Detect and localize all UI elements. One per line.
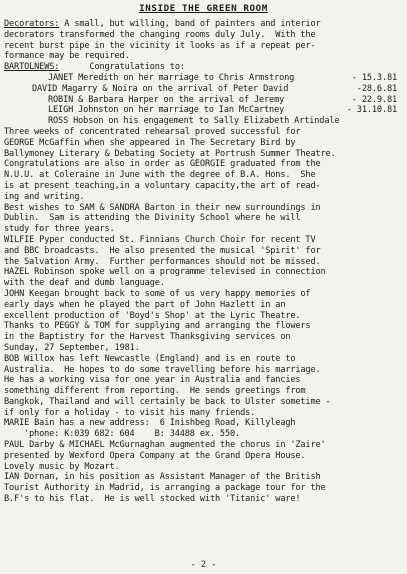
news-line: presented by Wexford Opera Company at the Grand Opera House. [4, 450, 306, 461]
news-line: Dublin. Sam is attending the Divinity School where he will [4, 213, 301, 224]
news-line: PAUL Darby & MICHAEL McGurnaghan augmented the chorus in 'Zaire' [4, 440, 326, 451]
congrats-entry-date: - 31.10.81 [346, 105, 397, 116]
decorators-section [4, 19, 403, 62]
news-line: Tourist Authority in Madrid, is arranging a package tour for the [4, 483, 326, 494]
news-line: Thanks to PEGGY & TOM for supplying and arranging the flowers [4, 321, 311, 332]
decorators-text-2: recent burst pipe in the vicinity it looks as if a repeat per- [4, 40, 316, 51]
congrats-entry-date: - 15.3.81 [351, 72, 397, 83]
congrats-entry-text: DAVID Magarry & Noira on the arrival of Peter David [32, 83, 289, 94]
congratulations-heading: Congratulations to: [89, 62, 185, 73]
congrats-entry [4, 84, 403, 95]
news-line: Lovely music by Mozart. [4, 461, 120, 472]
news-line: is at present teaching,in a voluntary capacity,the art of read- [4, 180, 321, 191]
news-line: early days when he played the part of John Hazlett in an [4, 299, 286, 310]
news-line: N.U.U. at Coleraine in June with the degree of B.A. Hons. She [4, 170, 316, 181]
decorators-label: Decorators: [4, 19, 60, 29]
congrats-entry-date: -28.6.81 [356, 83, 397, 94]
news-line: MARIE Bain has a new address: 6 Inishbeg Road, Killyleagh [4, 418, 296, 429]
decorators-text-0: A small, but willing, band of painters and interior [59, 19, 321, 29]
decorators-line [4, 19, 403, 30]
congrats-entry-text: ROBIN & Barbara Harper on the arrival of Jeremy [48, 94, 285, 105]
news-line: and BBC broadcasts. He also presented the musical 'Spirit' for [4, 245, 321, 256]
news-line: BOB Willox has left Newcastle (England) and is en route to [4, 353, 296, 364]
news-line: WILFIE Pyper conducted St. Finnians Church Choir for recent TV [4, 234, 316, 245]
bartolnews-section [4, 62, 403, 505]
news-line: Congratulations are also in order as GEORGIE graduated from the [4, 159, 321, 170]
bartolnews-heading-line [4, 62, 403, 73]
news-line: Australia. He hopes to do some travelling before his marriage. [4, 364, 321, 375]
news-line: Bangkok, Thailand and will certainly be back to Ulster sometime - [4, 396, 331, 407]
news-line: GEORGE McGaffin when she appeared in The Secretary Bird by [4, 137, 296, 148]
congrats-entry-text: JANET Meredith on her marriage to Chris Armstrong [48, 72, 295, 83]
page-title: INSIDE THE GREEN ROOM [139, 3, 268, 14]
news-line: the Salvation Army. Further performances should not be missed. [4, 256, 321, 267]
news-line: Ballymoney Literary & Debating Society at Portrush Summer Theatre. [4, 148, 336, 159]
news-line: ing and writing. [4, 191, 85, 202]
congrats-entry [4, 95, 403, 106]
congrats-entry-text: LEIGH Johnston on her marriage to Ian McCartney [48, 105, 285, 116]
news-line: HAZEL Robinson spoke well on a programme televised in connection [4, 267, 326, 278]
news-line: Three weeks of concentrated rehearsal proved successful for [4, 126, 301, 137]
news-line: IAN Dornan, in his position as Assistant Manager of the British [4, 472, 321, 483]
news-line: with the deaf and dumb language. [4, 278, 165, 289]
news-line: in the Baptistry for the Harvest Thanksgiving services on [4, 332, 291, 343]
news-line: something different from reporting. He sends greetings from [4, 386, 306, 397]
news-line: excellent production of 'Boyd's Shop' at the Lyric Theatre. [4, 310, 301, 321]
decorators-text-3: formance may be required. [4, 51, 130, 62]
news-line: study for three years. [4, 224, 115, 235]
bartolnews-label: BARTOLNEWS: [4, 62, 60, 73]
news-line: if only for a holiday - to visit his many friends. [4, 407, 256, 418]
news-line: Sunday, 27 September, 1981. [4, 342, 140, 353]
news-line: Best wishes to SAM & SANDRA Barton in their new surroundings in [4, 202, 321, 213]
congrats-entry [4, 73, 403, 84]
congrats-entry-date: - 22.9.81 [351, 94, 397, 105]
page-number: - 2 - [190, 560, 217, 570]
decorators-text-1: decorators transformed the changing rooms duly July. With the [4, 29, 316, 40]
news-line: JOHN Keegan brought back to some of us very happy memories of [4, 288, 311, 299]
news-line: B.F's to his flat. He is well stocked with 'Titanic' ware! [4, 494, 301, 505]
congrats-entry [4, 105, 403, 116]
news-line: He has a working visa for one year in Australia and fancies [4, 375, 301, 386]
congrats-entry-text: ROSS Hobson on his engagement to Sally Elizabeth Artindale [48, 116, 340, 127]
news-line: 'phone: K:039 682: 604 B: 34488 ex. 550. [24, 429, 241, 440]
congrats-entry [4, 116, 403, 127]
